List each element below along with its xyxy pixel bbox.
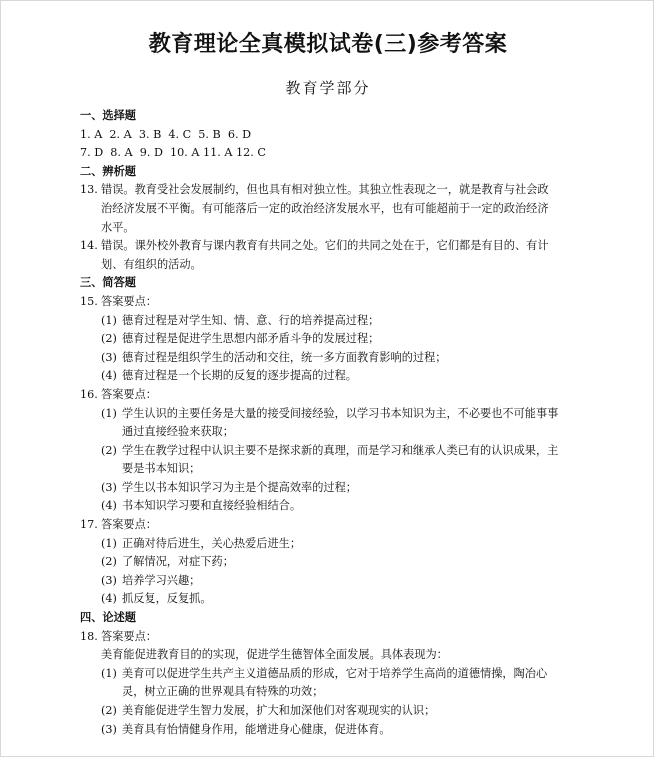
point-line: 抓反复，反复抓。 (122, 592, 212, 606)
section-heading-short-answer: 三、简答题 (80, 276, 136, 290)
answer-point (80, 535, 600, 554)
answer-point (80, 497, 600, 516)
question-14 (80, 237, 600, 274)
section-heading-choice: 一、选择题 (80, 109, 136, 122)
answer-point (80, 590, 600, 609)
point-marker: (3) (101, 573, 117, 587)
section-heading-analysis: 二、辨析题 (80, 164, 136, 178)
answer-point (80, 553, 600, 572)
choice-answers-row: 7. D 8. A 9. D 10. A 11. A 12. C (80, 146, 266, 160)
choice-answers-row: 1. A 2. A 3. B 4. C 5. B 6. D (80, 127, 252, 141)
point-marker: (2) (101, 555, 117, 569)
question-number: 14. (80, 239, 98, 253)
question-number: 15. (80, 294, 98, 308)
point-line: 美育能促进学生智力发展，扩大和加深他们对客观现实的认识； (122, 704, 436, 717)
answer-point (80, 479, 600, 498)
point-line: 要是书本知识； (122, 462, 201, 476)
answer-point (80, 665, 600, 702)
answer-point (80, 442, 600, 479)
answer-point (80, 330, 600, 349)
point-marker: (4) (101, 592, 117, 606)
answer-point (80, 702, 600, 721)
question-16 (80, 386, 600, 405)
point-marker: (4) (101, 369, 117, 383)
point-line: 美育具有怡情健身作用，能增进身心健康，促进体育。 (122, 722, 391, 736)
answer-point (80, 312, 600, 331)
answer-intro: 答案要点： (101, 294, 157, 308)
point-marker: (2) (101, 443, 117, 457)
question-number: 17. (80, 518, 98, 532)
point-line: 通过直接经验来获取； (122, 425, 234, 439)
point-marker: (3) (101, 350, 117, 364)
point-line: 德育过程是一个长期的反复的逐步提高的过程。 (122, 369, 357, 383)
question-13 (80, 181, 600, 237)
answer-point (80, 367, 600, 386)
point-marker: (2) (101, 704, 117, 717)
answer-line: 治经济发展不平衡。有可能落后一定的政治经济发展水平，也有可能超前于一定的政治经济 (101, 201, 549, 215)
question-number: 16. (80, 387, 98, 401)
answer-line: 错误。教育受社会发展制约，但也具有相对独立性。其独立性表现之一，就是教育与社会政 (101, 183, 549, 197)
answer-paragraph: 美育能促进教育目的的实现，促进学生德智体全面发展。具体表现为： (101, 648, 448, 662)
point-line: 培养学习兴趣； (122, 573, 201, 587)
question-15 (80, 293, 600, 312)
point-line: 了解情况，对症下药； (122, 555, 234, 569)
point-line: 正确对待后进生，关心热爱后进生； (122, 536, 302, 550)
point-marker: (1) (101, 666, 117, 680)
answer-point (80, 349, 600, 368)
point-line: 德育过程是对学生知、情、意、行的培养提高过程； (122, 313, 380, 327)
point-marker: (3) (101, 480, 117, 494)
point-marker: (4) (101, 499, 117, 513)
point-marker: (1) (101, 406, 117, 420)
answer-intro: 答案要点： (101, 387, 157, 401)
answer-line: 划、有组织的活动。 (101, 257, 202, 271)
point-marker: (3) (101, 722, 117, 736)
section-subtitle: 教育学部分 (285, 79, 371, 97)
section-heading-essay: 四、论述题 (80, 611, 136, 625)
page-title: 教育理论全真模拟试卷(三)参考答案 (148, 32, 508, 57)
answer-line: 水平。 (101, 220, 135, 234)
point-line: 德育过程是促进学生思想内部矛盾斗争的发展过程； (122, 332, 380, 346)
answer-intro: 答案要点： (101, 629, 157, 643)
point-marker: (1) (101, 536, 117, 550)
answer-point (80, 721, 600, 740)
question-18 (80, 628, 600, 647)
answer-intro: 答案要点： (101, 518, 157, 532)
question-number: 13. (80, 183, 98, 197)
answer-point (80, 572, 600, 591)
point-line: 德育过程是组织学生的活动和交往，统一多方面教育影响的过程； (122, 350, 447, 364)
point-marker: (1) (101, 313, 117, 327)
point-line: 灵，树立正确的世界观具有特殊的功效； (122, 685, 324, 699)
answer-point (80, 405, 600, 442)
question-number: 18. (80, 629, 98, 643)
answer-content (80, 107, 600, 739)
point-marker: (2) (101, 332, 117, 346)
point-line: 学生认识的主要任务是大量的接受间接经验，以学习书本知识为主，不必要也不可能事事 (122, 406, 559, 420)
point-line: 美育可以促进学生共产主义道德品质的形成，它对于培养学生高尚的道德情操，陶冶心 (122, 666, 548, 680)
point-line: 书本知识学习要和直接经验相结合。 (122, 499, 302, 513)
answer-line: 错误。课外校外教育与课内教育有共同之处。它们的共同之处在于，它们都是有目的、有计 (101, 239, 549, 253)
point-line: 学生在教学过程中认识主要不是探求新的真理，而是学习和继承人类已有的认识成果，主 (122, 443, 559, 457)
point-line: 学生以书本知识学习为主是个提高效率的过程； (122, 480, 357, 494)
question-17 (80, 516, 600, 535)
